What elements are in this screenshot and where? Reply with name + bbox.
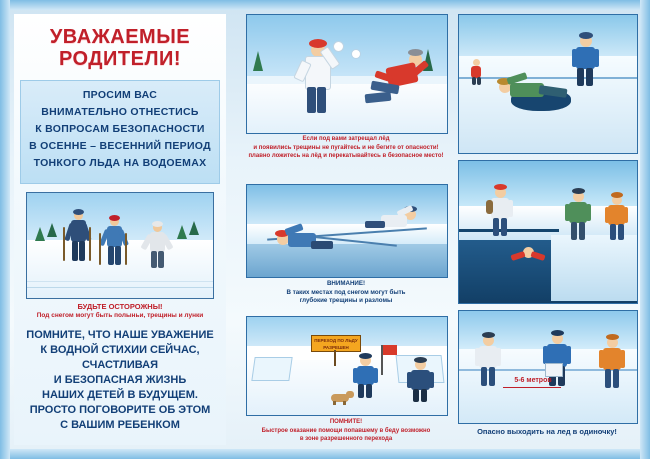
border-left: [0, 0, 10, 459]
distance-badge: 5-6 метров: [514, 377, 552, 384]
outro-line: И БЕЗОПАСНАЯ ЖИЗНЬ: [53, 374, 187, 386]
caption-line: в зоне разрешенного перехода: [299, 436, 393, 442]
page-title-line2: РОДИТЕЛИ!: [58, 48, 182, 70]
skier-figure: [143, 223, 171, 269]
person-green-coat: [565, 191, 591, 241]
caption-line: Если под вами затрещал лёд: [302, 136, 390, 142]
caption-line: ПОМНИТЕ!: [329, 419, 363, 425]
person-in-water: [511, 247, 545, 269]
person-lying-on-ice: [275, 223, 333, 257]
panel-snow-covered-cracks: [246, 316, 448, 416]
skier-figure: [101, 217, 127, 269]
skiers-caption-title: БУДЬТЕ ОСТОРОЖНЫ!: [77, 302, 163, 311]
standing-person: [571, 35, 599, 87]
skier-figure: [65, 211, 91, 265]
border-right: [640, 0, 650, 459]
left-column: [14, 14, 226, 445]
dog-figure: [327, 391, 353, 405]
person-rolling-to-safety: [365, 207, 421, 239]
skiers-caption-sub: Под снегом могут быть полыньи, трещины и лунки: [36, 312, 204, 319]
outro-line: ПОМНИТЕ, ЧТО НАШЕ УВАЖЕНИЕ: [26, 329, 214, 341]
outro-line: СЧАСТЛИВАЯ: [81, 359, 159, 371]
caption-line: и появились трещины не пугайтесь и не бегите от опасности!: [253, 144, 439, 151]
panel-distance-warning: [458, 310, 638, 424]
skiers-caption: [14, 302, 226, 320]
red-flag: [383, 345, 397, 355]
page-title: [14, 26, 226, 70]
intro-line: К ВОПРОСАМ БЕЗОПАСНОСТИ: [35, 123, 205, 135]
person-left: [475, 335, 501, 387]
panel-crack-rescue: [246, 184, 448, 278]
intro-line: ТОНКОГО ЛЬДА НА ВОДОЕМАХ: [33, 157, 207, 169]
panel-ice-edge: [458, 160, 638, 304]
adult-falling-figure: [365, 49, 427, 111]
child-throwing-snowball: [295, 37, 341, 115]
border-top: [0, 0, 650, 10]
intro-line: В ОСЕННЕ – ВЕСЕННИЙ ПЕРИОД: [29, 140, 211, 152]
panel-distance-warning-caption: [458, 428, 636, 437]
outro-line: ПРОСТО ПОГОВОРИТЕ ОБ ЭТОМ: [29, 404, 211, 416]
outro-text: [22, 328, 218, 433]
caption-line: Быстрое оказание помощи попавшему в беду возможно: [261, 427, 431, 434]
observer-figure: [407, 359, 433, 403]
intro-line: ПРОСИМ ВАС: [82, 89, 158, 101]
panel-winter-fishing: [458, 14, 638, 154]
panel-rescue-help-caption: [238, 418, 454, 444]
person-in-ice-hole: [499, 73, 575, 113]
caption-line: В таких местах под снегом могут быть: [286, 288, 406, 296]
page-title-line1: УВАЖАЕМЫЕ: [49, 26, 191, 48]
outro-line: НАШИХ ДЕТЕЙ В БУДУЩЕМ.: [42, 389, 198, 401]
panel-snowball-fight: [246, 14, 448, 134]
ice-crossing-sign: [311, 335, 361, 352]
ice-crossing-sign-text: ПЕРЕХОД ПО ЛЬДУ РАЗРЕШЕН: [314, 338, 358, 350]
caption-line: глубокие трещины и разломы: [299, 297, 393, 304]
caption-line: плавно ложитесь на лёд и перекатывайтесь в безопасное место!: [248, 153, 444, 159]
person-with-backpack: [487, 187, 513, 237]
person-right: [599, 337, 625, 389]
panel-snow-covered-cracks-caption: [244, 280, 448, 306]
border-bottom: [0, 449, 650, 459]
rescuer-figure: [353, 355, 377, 399]
panel-crack-rescue-caption: [240, 135, 452, 161]
caption-line: ВНИМАНИЕ!: [326, 280, 366, 287]
distant-person: [469, 59, 483, 85]
person-orange-coat: [605, 195, 629, 241]
intro-box: [20, 80, 220, 184]
intro-line: ВНИМАТЕЛЬНО ОТНЕСТИСЬ: [41, 106, 199, 118]
outro-line: С ВАШИМ РЕБЕНКОМ: [60, 419, 180, 431]
caption-line: Опасно выходить на лед в одиночку!: [477, 427, 617, 436]
skiers-illustration: [26, 192, 214, 299]
outro-line: К ВОДНОЙ СТИХИИ СЕЙЧАС,: [40, 344, 200, 356]
